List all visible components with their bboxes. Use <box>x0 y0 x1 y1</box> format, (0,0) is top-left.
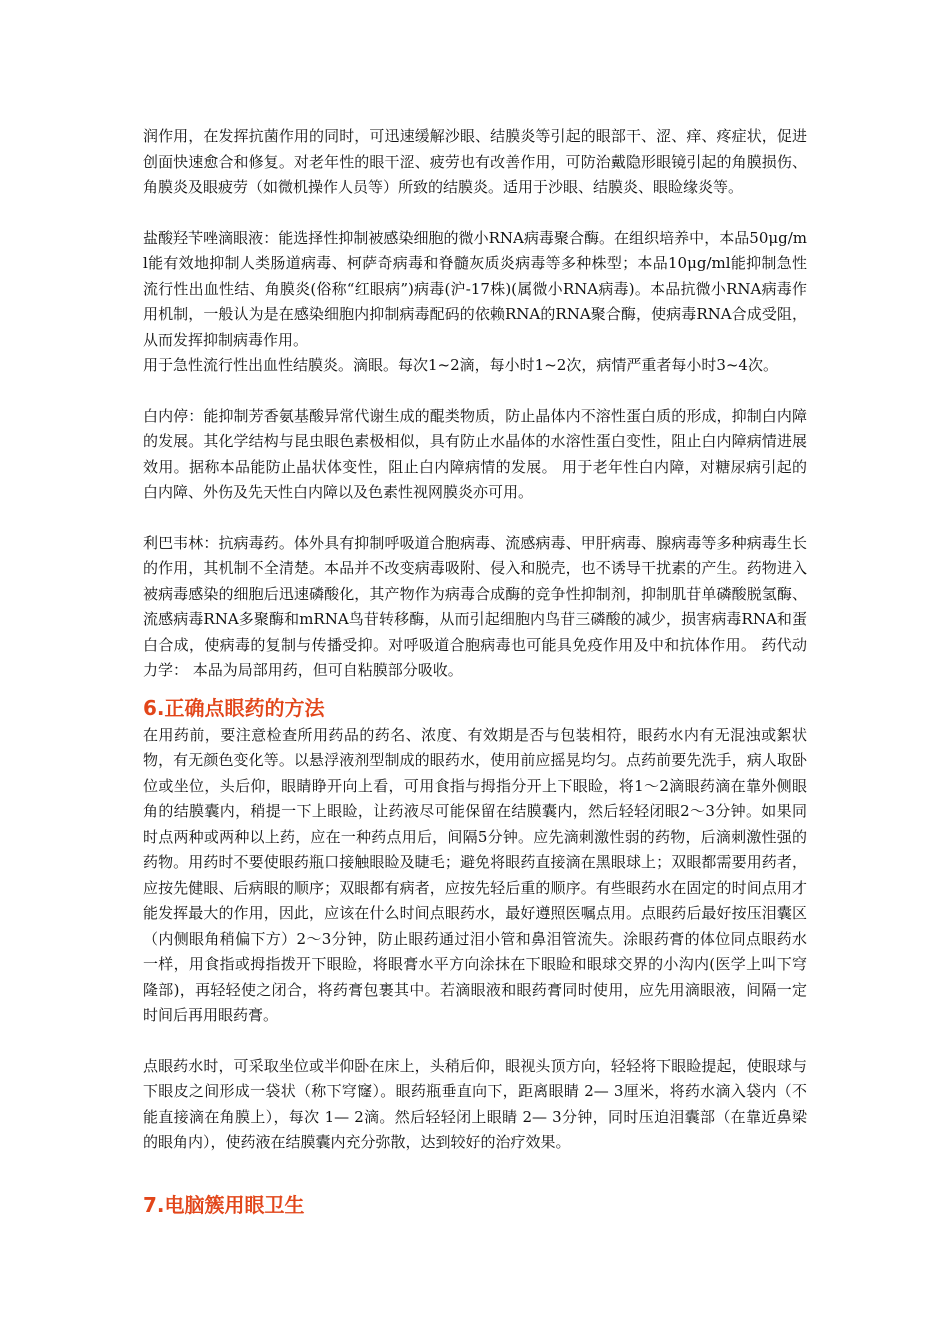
paragraph-eyedrop-posture: 点眼药水时，可采取坐位或半仰卧在床上，头稍后仰，眼视头顶方向，轻轻将下眼睑提起，使眼球与下眼皮之间形成一袋状（称下穹窿）。眼药瓶垂直向下，距离眼睛 2— 3厘米，将药水滴入袋内（不能直接滴在角膜上），每次 1— 2滴。然后轻轻闭上眼睛 2— 3分钟，同时压迫泪囊部（在靠近鼻梁的眼角内），使药液在结膜囊内充分弥散，达到较好的治疗效果。 <box>143 1056 807 1151</box>
document-body <box>143 124 807 1220</box>
paragraph-gap <box>143 1029 807 1054</box>
section-heading-7: 7.电脑簇用眼卫生 <box>143 1192 305 1217</box>
paragraph-hydrobenzole-usage: 用于急性流行性出血性结膜炎。滴眼。每次1~2滴，每小时1~2次，病情严重者每小时3~4次。 <box>143 356 778 374</box>
heading-gap <box>143 684 807 693</box>
paragraph-eyedrop-method: 在用药前，要注意检查所用药品的药名、浓度、有效期是否与包装相符，眼药水内有无混浊或絮状物，有无颜色变化等。以悬浮液剂型制成的眼药水，使用前应摇晃均匀。点药前要先洗手，病人取卧位或坐位，头后仰，眼睛睁开向上看，可用食指与拇指分开上下眼睑，将1～2滴眼药滴在靠外侧眼角的结膜囊内，稍提一下上眼睑，让药液尽可能保留在结膜囊内，然后轻轻闭眼2～3分钟。如果同时点两种或两种以上药，应在一种药点用后，间隔5分钟。应先滴刺激性弱的药物，后滴刺激性强的药物。用药时不要使眼药瓶口接触眼睑及睫毛；避免将眼药直接滴在黑眼球上；双眼都需要用药者，应按先健眼、后病眼的顺序；双眼都有病者，应按先轻后重的顺序。有些眼药水在固定的时间点用才能发挥最大的作用，因此，应该在什么时间点眼药水，最好遵照医嘱点用。点眼药后最好按压泪囊区（内侧眼角稍偏下方）2～3分钟，防止眼药通过泪小管和鼻泪管流失。涂眼药膏的体位同点眼药水一样，用食指或拇指拨开下眼睑，将眼膏水平方向涂抹在下眼睑和眼球交界的小沟内(医学上叫下穹隆部)，再轻轻使之闭合，将药膏包裹其中。若滴眼液和眼药膏同时使用，应先用滴眼液，间隔一定时间后再用眼药膏。 <box>143 725 807 1024</box>
paragraph-cataract-drug: 白内停：能抑制芳香氨基酸异常代谢生成的醌类物质，防止晶体内不溶性蛋白质的形成，抑制白内障的发展。其化学结构与昆虫眼色素极相似，具有防止水晶体的水溶性蛋白变性，阻止白内障病情进展效用。据称本品能防止晶状体变性，阻止白内障病情的发展。 用于老年性白内障，对糖尿病引起的白内障、外伤及先天性白内障以及色素性视网膜炎亦可用。 <box>143 406 807 501</box>
section-heading-6: 6.正确点眼药的方法 <box>143 695 325 720</box>
paragraph-hydrobenzole-eyedrops: 盐酸羟苄唑滴眼液：能选择性抑制被感染细胞的微小RNA病毒聚合酶。在组织培养中，本品50μg/ml能有效地抑制人类肠道病毒、柯萨奇病毒和脊髓灰质炎病毒等多种株型；本品10μg/ml能抑制急性流行性出血性结、角膜炎(俗称“红眼病”)病毒(沪-17株)(属微小RNA病毒)。本品抗微小RNA病毒作用机制，一般认为是在感染细胞内抑制病毒配码的依赖RNA的RNA聚合酶，使病毒RNA合成受阻，从而发挥抑制病毒作用。 <box>143 228 807 349</box>
heading-gap <box>143 1156 807 1190</box>
paragraph-ribavirin: 利巴韦林：抗病毒药。体外具有抑制呼吸道合胞病毒、流感病毒、甲肝病毒、腺病毒等多种病毒生长的作用，其机制不全清楚。本品并不改变病毒吸附、侵入和脱壳，也不诱导干扰素的产生。药物进入被病毒感染的细胞后迅速磷酸化，其产物作为病毒合成酶的竞争性抑制剂，抑制肌苷单磷酸脱氢酶、流感病毒RNA多聚酶和mRNA鸟苷转移酶，从而引起细胞内鸟苷三磷酸的减少，损害病毒RNA和蛋白合成，使病毒的复制与传播受抑。对呼吸道合胞病毒也可能具免疫作用及中和抗体作用。 药代动力学： 本品为局部用药，但可自粘膜部分吸收。 <box>143 533 807 679</box>
paragraph-gap <box>143 379 807 404</box>
paragraph-gap <box>143 506 807 531</box>
paragraph-antibacterial-effect: 润作用，在发挥抗菌作用的同时，可迅速缓解沙眼、结膜炎等引起的眼部干、涩、痒、疼症状，促进创面快速愈合和修复。对老年性的眼干涩、疲劳也有改善作用，可防治戴隐形眼镜引起的角膜损伤、角膜炎及眼疲劳（如微机操作人员等）所致的结膜炎。适用于沙眼、结膜炎、眼睑缘炎等。 <box>143 127 807 196</box>
paragraph-gap <box>143 201 807 226</box>
